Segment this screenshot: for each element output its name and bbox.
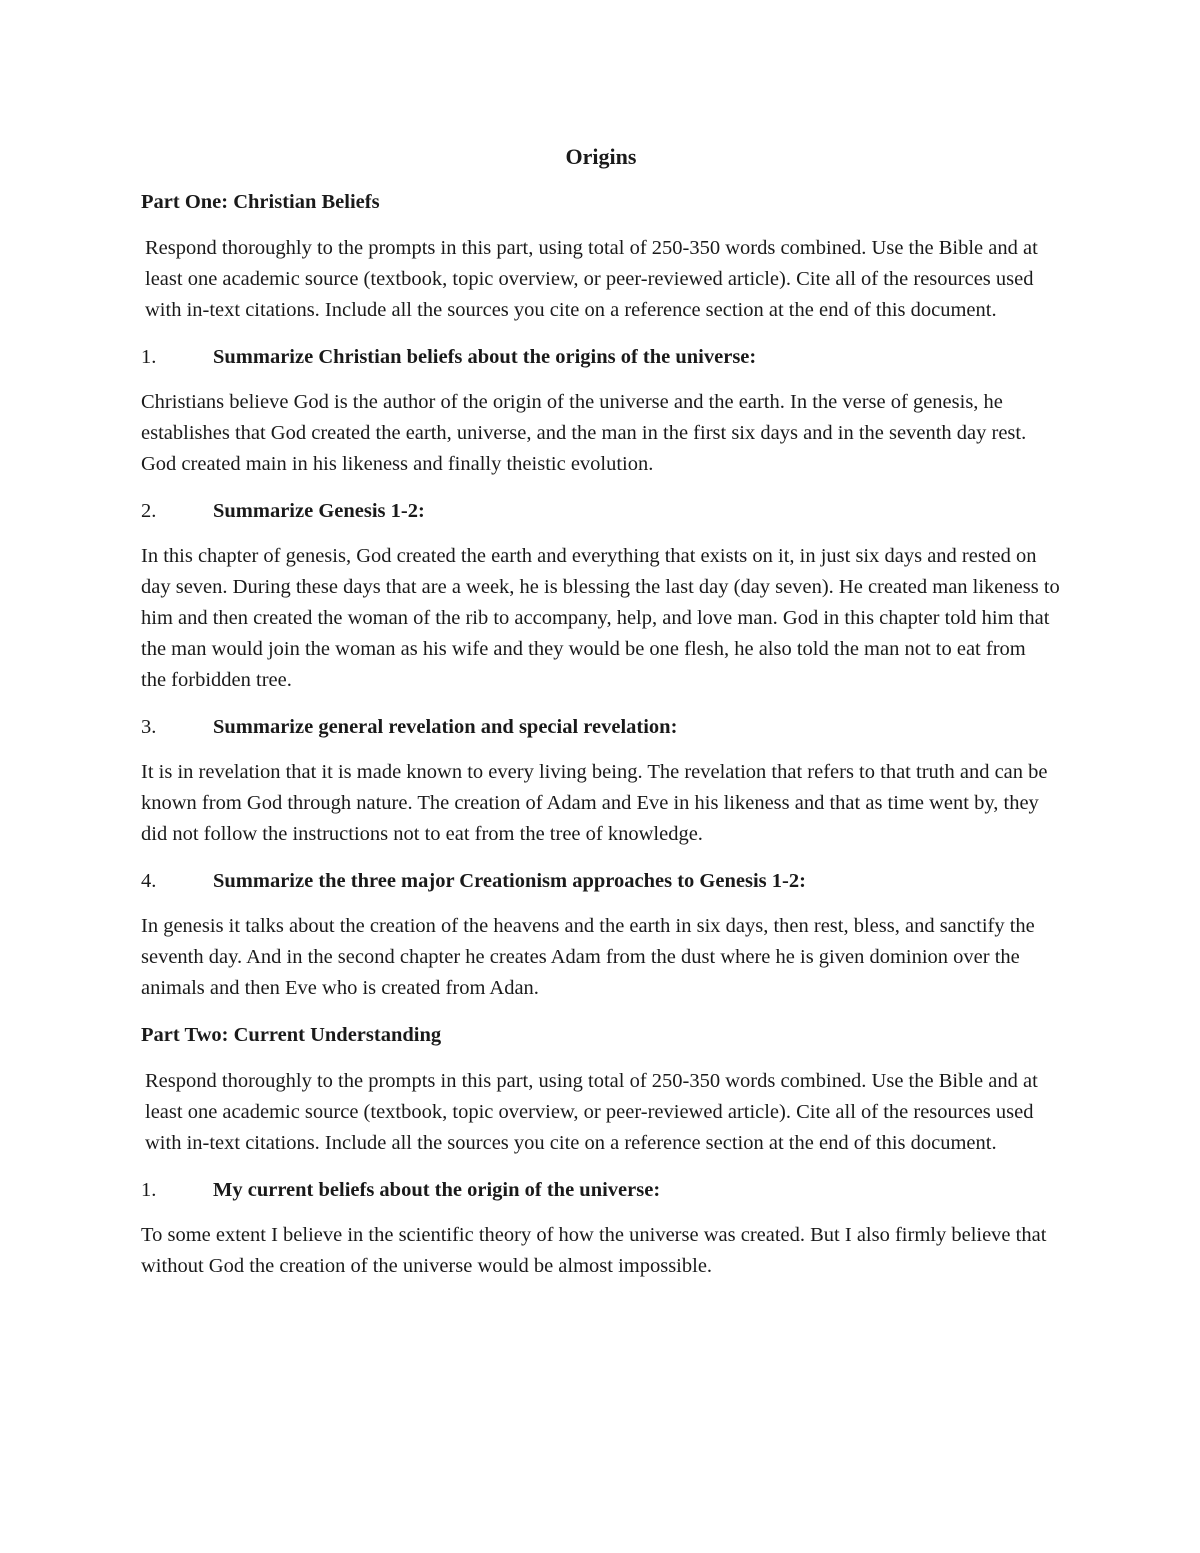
part-one-question-3 <box>141 712 1061 743</box>
part-two-question-1 <box>141 1175 1061 1206</box>
part-one-answer-3: It is in revelation that it is made known to every living being. The revelation that refers to that truth and can be known from God through nature. The creation of Adam and Eve in his likeness and that as time went by, they did not follow the instructions not to eat from the tree of knowledge. <box>141 761 1048 845</box>
question-number: 2. <box>141 500 157 522</box>
question-number: 1. <box>141 1179 157 1201</box>
part-one-heading: Part One: Christian Beliefs <box>141 191 380 213</box>
question-prompt: Summarize Christian beliefs about the origins of the universe: <box>213 346 757 368</box>
part-one-question-2 <box>141 496 1061 527</box>
question-prompt: Summarize general revelation and special revelation: <box>213 716 678 738</box>
part-two-answer-1: To some extent I believe in the scientific theory of how the universe was created. But I also firmly believe that without God the creation of the universe would be almost impossible. <box>141 1224 1047 1277</box>
part-one-question-4 <box>141 866 1061 897</box>
part-two-heading: Part Two: Current Understanding <box>141 1024 442 1046</box>
question-prompt: Summarize Genesis 1-2: <box>213 500 425 522</box>
part-one-question-1 <box>141 342 1061 373</box>
part-one-answer-2: In this chapter of genesis, God created the earth and everything that exists on it, in just six days and rested on day seven. During these days that are a week, he is blessing the last day (day seven). He created man likeness to him and then created the woman of the rib to accompany, help, and love man. God in this chapter told him that the man would join the woman as his wife and they would be one flesh, he also told the man not to eat from the forbidden tree. <box>141 545 1065 691</box>
document-title: Origins <box>565 144 637 169</box>
part-one-answer-4: In genesis it talks about the creation of the heavens and the earth in six days, then rest, bless, and sanctify the seventh day. And in the second chapter he creates Adam from the dust where he is given dominion over the animals and then Eve who is created from Adan. <box>141 915 1035 999</box>
question-number: 4. <box>141 870 157 892</box>
part-two-instructions: Respond thoroughly to the prompts in this part, using total of 250-350 words combined. Use the Bible and at least one academic source (textbook, topic overview, or peer-reviewed article). Cite all of the resources used with in-text citations. Include all the sources you cite on a reference section at the end of this document. <box>145 1070 1038 1154</box>
question-prompt: My current beliefs about the origin of the universe: <box>213 1179 661 1201</box>
part-one-answer-1: Christians believe God is the author of the origin of the universe and the earth. In the verse of genesis, he establishes that God created the earth, universe, and the man in the first six days and in the seventh day rest. God created main in his likeness and finally theistic evolution. <box>141 391 1027 475</box>
part-one-instructions: Respond thoroughly to the prompts in this part, using total of 250-350 words combined. Use the Bible and at least one academic source (textbook, topic overview, or peer-reviewed article). Cite all of the resources used with in-text citations. Include all the sources you cite on a reference section at the end of this document. <box>145 237 1038 321</box>
document-body <box>141 140 1065 1298</box>
question-number: 1. <box>141 346 157 368</box>
question-prompt: Summarize the three major Creationism approaches to Genesis 1-2: <box>213 870 806 892</box>
question-number: 3. <box>141 716 157 738</box>
